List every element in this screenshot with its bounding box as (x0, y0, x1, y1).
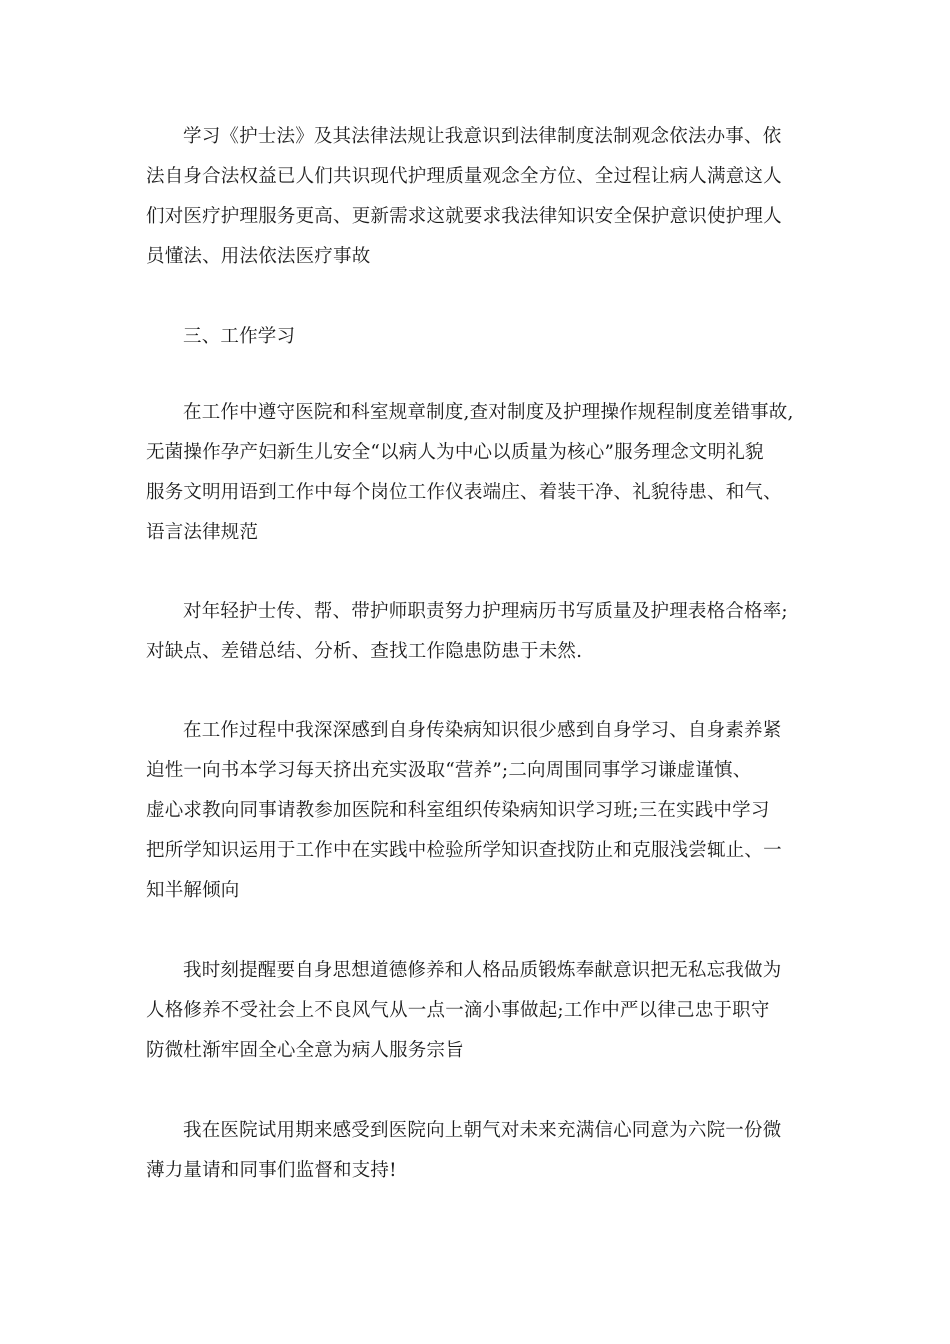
paragraph-mentoring (146, 592, 806, 672)
text-line: 对缺点、差错总结、分析、查找工作隐患防患于未然. (146, 641, 583, 662)
paragraph-work-rules (146, 393, 806, 553)
text-line: 在工作过程中我深深感到自身传染病知识很少感到自身学习、自身素养紧 (183, 720, 782, 741)
text-line: 服务文明用语到工作中每个岗位工作仪表端庄、着装干净、礼貌待患、和气、 (146, 482, 782, 503)
text-line: 我在医院试用期来感受到医院向上朝气对未来充满信心同意为六院一份微 (183, 1120, 782, 1141)
paragraph-ethics (146, 951, 806, 1071)
text-line: 迫性一向书本学习每天挤出充实汲取“营养”;二向周围同事学习谦虚谨慎、 (146, 760, 752, 781)
text-line: 把所学知识运用于工作中在实践中检验所学知识查找防止和克服浅尝辄止、一 (146, 840, 782, 861)
paragraph-learning (146, 711, 806, 911)
text-line: 我时刻提醒要自身思想道德修养和人格品质锻炼奉献意识把无私忘我做为 (183, 960, 782, 981)
text-line: 知半解倾向 (146, 880, 240, 901)
text-line: 无菌操作孕产妇新生儿安全“以病人为中心以质量为核心”服务理念文明礼貌 (146, 442, 764, 463)
section-heading-text: 三、工作学习 (183, 326, 296, 347)
text-line: 在工作中遵守医院和科室规章制度,查对制度及护理操作规程制度差错事故, (183, 402, 794, 423)
text-line: 人格修养不受社会上不良风气从一点一滴小事做起;工作中严以律己忠于职守 (146, 1000, 770, 1021)
text-line: 语言法律规范 (146, 522, 259, 543)
text-line: 薄力量请和同事们监督和支持! (146, 1160, 397, 1181)
paragraph-nursing-law (146, 117, 806, 277)
text-line: 员懂法、用法依法医疗事故 (146, 246, 371, 267)
section-heading (146, 317, 806, 357)
text-line: 虚心求教向同事请教参加医院和科室组织传染病知识学习班;三在实践中学习 (146, 800, 770, 821)
text-line: 对年轻护士传、帮、带护师职责努力护理病历书写质量及护理表格合格率; (183, 601, 788, 622)
text-line: 们对医疗护理服务更高、更新需求这就要求我法律知识安全保护意识使护理人 (146, 206, 782, 227)
text-line: 法自身合法权益已人们共识现代护理质量观念全方位、全过程让病人满意这人 (146, 166, 782, 187)
text-line: 防微杜渐牢固全心全意为病人服务宗旨 (146, 1040, 464, 1061)
text-line: 学习《护士法》及其法律法规让我意识到法律制度法制观念依法办事、依 (183, 126, 782, 147)
paragraph-closing (146, 1111, 806, 1191)
